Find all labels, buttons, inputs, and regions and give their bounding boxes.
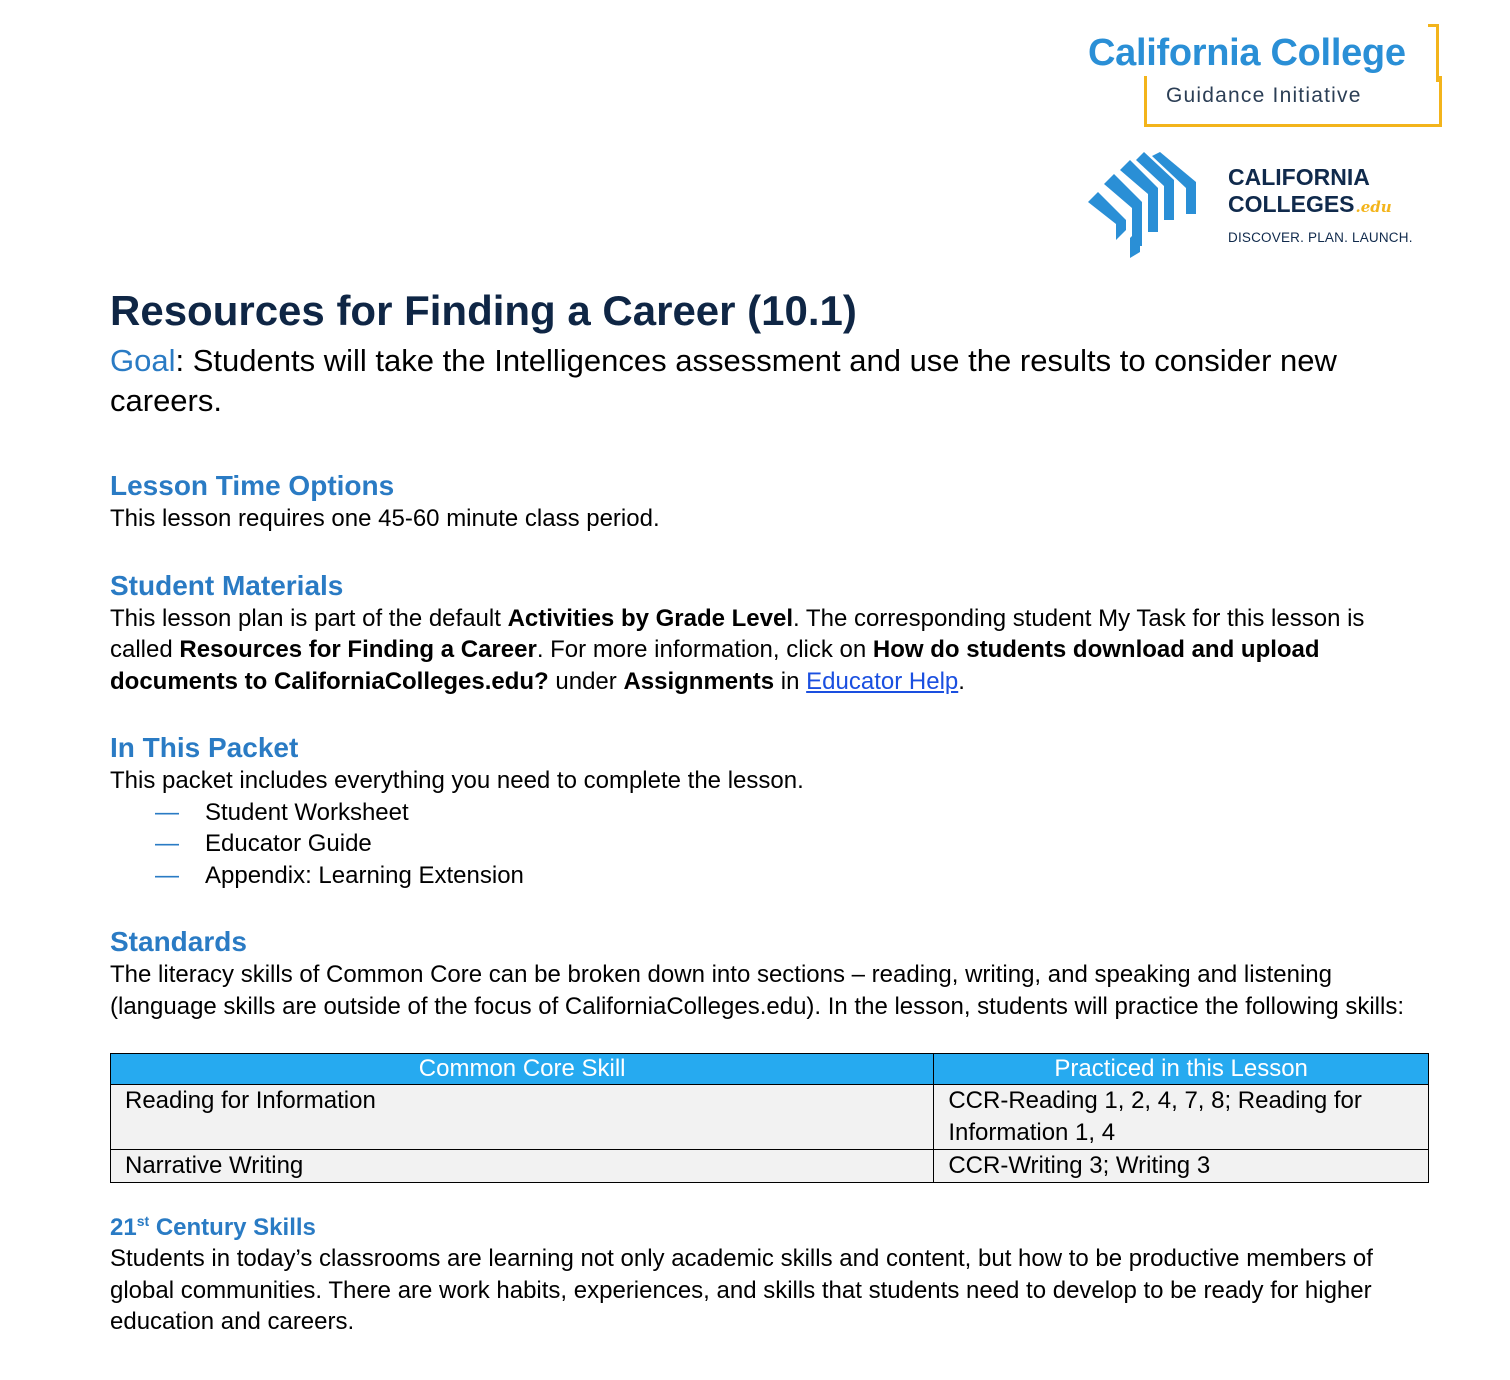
century-skills-heading (110, 1213, 1430, 1243)
packet-list (110, 797, 1430, 892)
goal-label: Goal (110, 343, 176, 378)
cc-logo-line1: CALIFORNIA (1228, 164, 1370, 190)
section-standards (110, 925, 1430, 1183)
century-heading-suffix: st (136, 1213, 150, 1229)
materials-bold-1: Activities by Grade Level (507, 604, 794, 632)
table-header: Practiced in this Lesson (934, 1054, 1429, 1085)
goal-text: Students will take the Intelligences assessment and use the results to consider new careers. (110, 343, 1337, 418)
table-cell: CCR-Writing 3; Writing 3 (934, 1150, 1429, 1183)
goal-statement (110, 341, 1430, 421)
materials-bold-4: Assignments (623, 667, 775, 695)
materials-bold-3: How do students download and upload documents to CaliforniaColleges.edu? (110, 636, 1320, 695)
table-header: Common Core Skill (111, 1054, 934, 1085)
page-title: Resources for Finding a Career (10.1) (110, 287, 857, 334)
century-heading-text: Century Skills (149, 1214, 316, 1241)
cc-logo-colleges: COLLEGES (1228, 191, 1355, 217)
packet-heading: In This Packet (110, 732, 299, 763)
ccgi-logo (1086, 24, 1436, 126)
packet-item-label: Appendix: Learning Extension (205, 861, 524, 889)
ccgi-logo-subtitle: Guidance Initiative (1166, 84, 1362, 107)
student-materials-text (110, 603, 1430, 698)
student-materials-heading: Student Materials (110, 569, 344, 601)
table-row (111, 1150, 1429, 1183)
cc-logo-line2 (1228, 191, 1392, 218)
table-cell: Reading for Information (111, 1085, 934, 1150)
list-item (155, 797, 1430, 829)
table-row (111, 1085, 1429, 1150)
educator-help-link[interactable]: Educator Help (806, 667, 959, 695)
californiacolleges-logo (1086, 152, 1436, 260)
standards-table (110, 1053, 1429, 1183)
stripes-logo-icon (1086, 152, 1206, 260)
list-item (155, 860, 1430, 892)
materials-text-3: . For more information, click on (536, 636, 873, 663)
materials-text-2: . The corresponding student My Task for this lesson is called (110, 604, 1365, 663)
materials-bold-2: Resources for Finding a Career (179, 636, 537, 663)
materials-text-4: under (548, 667, 624, 695)
ccgi-logo-title: California College (1088, 32, 1406, 74)
materials-text-6: . (958, 667, 965, 695)
dash-bullet: — (155, 830, 179, 857)
table-cell: Narrative Writing (111, 1150, 934, 1183)
standards-heading: Standards (110, 926, 247, 957)
packet-item-label: Educator Guide (205, 830, 372, 857)
century-heading-number: 21 (110, 1214, 137, 1241)
table-header-row (111, 1054, 1429, 1085)
cc-logo-edu: .edu (1355, 198, 1392, 216)
section-lesson-time (110, 469, 1430, 535)
list-item (155, 828, 1430, 860)
goal-colon: : (175, 343, 193, 378)
materials-text-1: This lesson plan is part of the default (110, 604, 508, 632)
materials-text-5: in (774, 667, 807, 695)
document-body (110, 285, 1430, 1338)
cc-logo-tagline: DISCOVER. PLAN. LAUNCH. (1228, 230, 1413, 245)
table-cell: CCR-Reading 1, 2, 4, 7, 8; Reading for Information 1, 4 (934, 1085, 1429, 1150)
section-student-materials (110, 569, 1430, 698)
dash-bullet: — (155, 861, 179, 889)
lesson-time-text: This lesson requires one 45-60 minute class period. (110, 505, 660, 532)
section-in-this-packet (110, 731, 1430, 891)
section-21st-century-skills (110, 1213, 1430, 1338)
standards-text: The literacy skills of Common Core can be broken down into sections – reading, writing, and speaking and listening (language skills are outside of the focus of CaliforniaColleges.edu). In the lesson, students will practice the following skills: (110, 961, 1405, 1020)
century-skills-text: Students in today’s classrooms are learning not only academic skills and content, but how to be productive members of global communities. There are work habits, experiences, and skills that students need to develop to be ready for higher education and careers. (110, 1245, 1373, 1335)
logo-bracket-top (1428, 24, 1439, 82)
packet-item-label: Student Worksheet (205, 798, 409, 826)
packet-text: This packet includes everything you need to complete the lesson. (110, 767, 804, 794)
dash-bullet: — (155, 798, 179, 826)
lesson-time-heading: Lesson Time Options (110, 470, 395, 501)
